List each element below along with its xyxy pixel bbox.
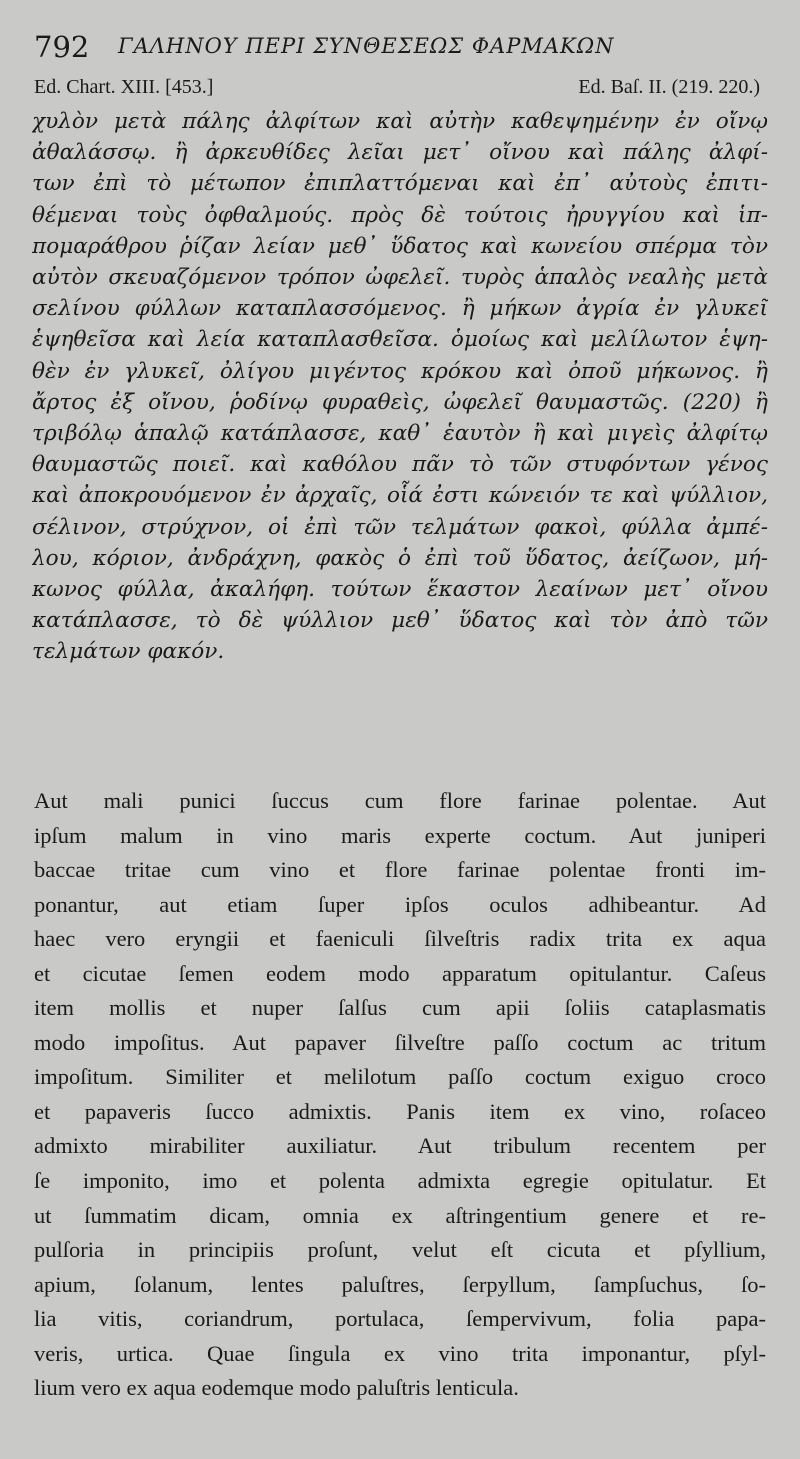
greek-text-line: τριβόλῳ ἁπαλῷ κατάπλασσε, καθ᾽ ἑαυτὸν ἢ καὶ μιγεὶς ἀλφίτῳ	[32, 421, 768, 447]
latin-text-block	[34, 784, 766, 1406]
latin-text-line: lium vero ex aqua eodemque modo paluſtris lenticula.	[34, 1375, 519, 1401]
greek-text-block	[32, 106, 768, 668]
latin-text-line: veris, urtica. Quae ſingula ex vino trita imponantur, pſyl-	[34, 1340, 766, 1366]
running-title: ΓΑΛΗΝΟΥ ΠΕΡΙ ΣΥΝΘΕΣΕΩΣ ΦΑΡΜΑΚΩΝ	[118, 34, 615, 58]
edition-basel: Ed. Baſ. II. (219. 220.)	[578, 76, 760, 98]
greek-text-line: κατάπλασσε, τὸ δὲ ψύλλιον μεθ᾽ ὕδατος καὶ τὸν ἀπὸ τῶν	[32, 608, 768, 634]
latin-text-line: haec vero eryngii et faeniculi ſilveſtris radix trita ex aqua	[34, 926, 766, 952]
greek-text-line: ἄρτος ἐξ οἴνου, ῥοδίνῳ φυραθεὶς, ὠφελεῖ θαυμαστῶς. (220) ἢ	[32, 389, 768, 415]
latin-text-line: ponantur, aut etiam ſuper ipſos oculos adhibeantur. Ad	[34, 891, 766, 917]
latin-text-line: ut ſummatim dicam, omnia ex aſtringentium genere et re-	[34, 1202, 766, 1228]
greek-text-line: σέλινον, στρύχνον, οἱ ἐπὶ τῶν τελμάτων φακοὶ, φύλλα ἀμπέ-	[32, 514, 768, 540]
greek-text-line: αὐτὸν σκευαζόμενον τρόπον ὠφελεῖ. τυρὸς ἁπαλὸς νεαλὴς μετὰ	[32, 265, 768, 291]
greek-text-line: θὲν ἐν γλυκεῖ, ὀλίγου μιγέντος κρόκου καὶ ὀποῦ μήκωνος. ἢ	[32, 358, 768, 384]
greek-text-line: καὶ ἀποκρουόμενον ἐν ἀρχαῖς, οἷά ἐστι κώνειόν τε καὶ ψύλλιον,	[32, 483, 768, 509]
latin-text-line: ipſum malum in vino maris experte coctum. Aut juniperi	[34, 822, 766, 848]
greek-text-line: χυλὸν μετὰ πάλης ἀλφίτων καὶ αὐτὴν καθεψημένην ἐν οἴνῳ	[32, 109, 768, 134]
latin-text-line: baccae tritae cum vino et flore farinae polentae fronti im-	[34, 857, 766, 883]
edition-chartier: Ed. Chart. XIII. [453.]	[34, 76, 214, 98]
greek-text-line: θέμεναι τοὺς ὀφθαλμούς. πρὸς δὲ τούτοις ἠρυγγίου καὶ ἱπ-	[32, 202, 768, 228]
greek-text-line: ἑψηθεῖσα καὶ λεία καταπλασθεῖσα. ὁμοίως καὶ μελίλωτον ἑψη-	[32, 327, 768, 353]
latin-text-line: modo impoſitus. Aut papaver ſilveſtre paſſo coctum ac tritum	[34, 1029, 766, 1055]
greek-text-line: ἀθαλάσσῳ. ἢ ἀρκευθίδες λεῖαι μετ᾽ οἴνου καὶ πάλης ἀλφί-	[32, 140, 768, 166]
latin-text-line: et cicutae ſemen eodem modo apparatum opitulantur. Caſeus	[34, 960, 766, 986]
greek-text-line: των ἐπὶ τὸ μέτωπον ἐπιπλαττόμεναι καὶ ἐπ᾽ αὐτοὺς ἐπιτι-	[32, 171, 768, 197]
greek-text-line: τελμάτων φακόν.	[32, 639, 225, 665]
running-head	[34, 30, 760, 64]
page-number: 792	[34, 30, 90, 64]
greek-text-line: λου, κόριον, ἀνδράχνη, φακὸς ὁ ἐπὶ τοῦ ὕδατος, ἀείζωον, μή-	[32, 545, 768, 571]
latin-text-line: pulſoria in principiis proſunt, velut eſt cicuta et pſyllium,	[34, 1237, 766, 1263]
latin-text-line: admixto mirabiliter auxiliatur. Aut tribulum recentem per	[34, 1133, 766, 1159]
latin-text-line: lia vitis, coriandrum, portulaca, ſempervivum, folia papa-	[34, 1306, 766, 1332]
greek-text-line: κωνος φύλλα, ἀκαλήφη. τούτων ἕκαστον λεαίνων μετ᾽ οἴνου	[32, 577, 768, 603]
greek-text-line: θαυμαστῶς ποιεῖ. καὶ καθόλου πᾶν τὸ τῶν στυφόντων γένος	[32, 452, 768, 478]
edition-references	[34, 76, 760, 106]
latin-text-line: impoſitum. Similiter et melilotum paſſo coctum exiguo croco	[34, 1064, 766, 1090]
greek-text-line: πομαράθρου ῥίζαν λείαν μεθ᾽ ὕδατος καὶ κωνείου σπέρμα τὸν	[32, 233, 768, 259]
latin-text-line: et papaveris ſucco admixtis. Panis item ex vino, roſaceo	[34, 1098, 766, 1124]
latin-text-line: Aut mali punici ſuccus cum flore farinae polentae. Aut	[34, 788, 766, 813]
latin-text-line: ſe imponito, imo et polenta admixta egregie opitulatur. Et	[34, 1168, 766, 1194]
latin-text-line: item mollis et nuper ſalſus cum apii ſoliis cataplasmatis	[34, 995, 766, 1021]
latin-text-line: apium, ſolanum, lentes paluſtres, ſerpyllum, ſampſuchus, ſo-	[34, 1271, 766, 1297]
greek-text-line: σελίνου φύλλων καταπλασσόμενος. ἢ μήκων ἀγρία ἐν γλυκεῖ	[32, 296, 768, 322]
